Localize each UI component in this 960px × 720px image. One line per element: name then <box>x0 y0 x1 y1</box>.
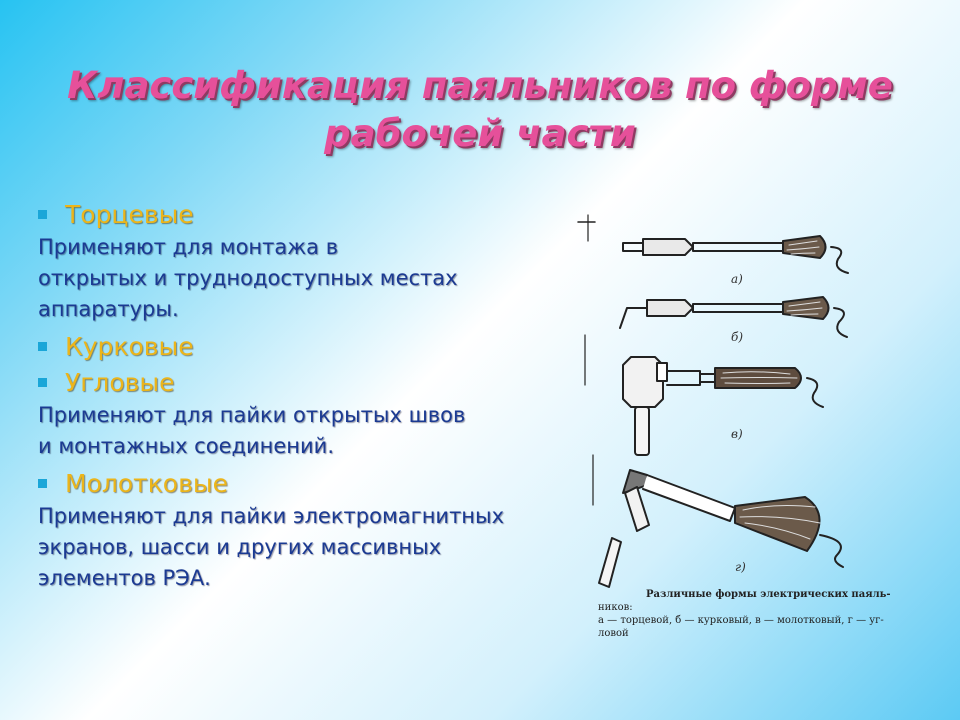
bullet-label: Угловые <box>65 367 175 397</box>
bullet-item-angled <box>38 364 578 400</box>
caption-line: а — торцевой, б — курковый, в — молотковый, г — уг- <box>598 615 884 626</box>
description-line: аппаратуры. <box>38 297 179 321</box>
figure-letter-g: г) <box>735 560 746 574</box>
figure-letter-b: б) <box>731 330 744 344</box>
slide-title: Классификация паяльников по форме рабочей части <box>67 64 893 155</box>
soldering-irons-figure <box>575 205 905 675</box>
square-bullet-icon <box>38 342 47 351</box>
description-line: Применяют для монтажа в <box>38 235 339 259</box>
bullet-description <box>38 232 578 325</box>
end-iron-illustration <box>623 236 848 273</box>
square-bullet-icon <box>38 210 47 219</box>
bullet-item-end <box>38 196 578 232</box>
description-line: элементов РЭА. <box>38 566 211 590</box>
figure-caption <box>598 588 898 640</box>
description-line: открытых и труднодоступных местах <box>38 266 458 290</box>
soldering-iron-list <box>38 196 578 597</box>
figure-letter-v: в) <box>731 427 743 441</box>
bullet-description <box>38 501 578 594</box>
angled-iron-illustration <box>599 470 843 587</box>
square-bullet-icon <box>38 479 47 488</box>
bullet-label: Торцевые <box>65 199 194 229</box>
hammer-iron-illustration <box>623 357 823 455</box>
caption-line: ловой <box>598 628 629 639</box>
bullet-label: Молотковые <box>65 468 228 498</box>
caption-line: ников: <box>598 602 633 613</box>
description-line: Применяют для пайки электромагнитных <box>38 504 505 528</box>
figure-letter-a: а) <box>731 272 743 286</box>
bullet-label: Курковые <box>65 331 194 361</box>
bullet-description <box>38 400 578 462</box>
description-line: Применяют для пайки открытых швов <box>38 403 466 427</box>
bullet-item-hammer <box>38 465 578 501</box>
description-line: и монтажных соединений. <box>38 434 335 458</box>
description-line: экранов, шасси и других массивных <box>38 535 442 559</box>
caption-line: Различные формы электрических паяль- <box>646 589 891 600</box>
square-bullet-icon <box>38 378 47 387</box>
bullet-item-trigger <box>38 328 578 364</box>
